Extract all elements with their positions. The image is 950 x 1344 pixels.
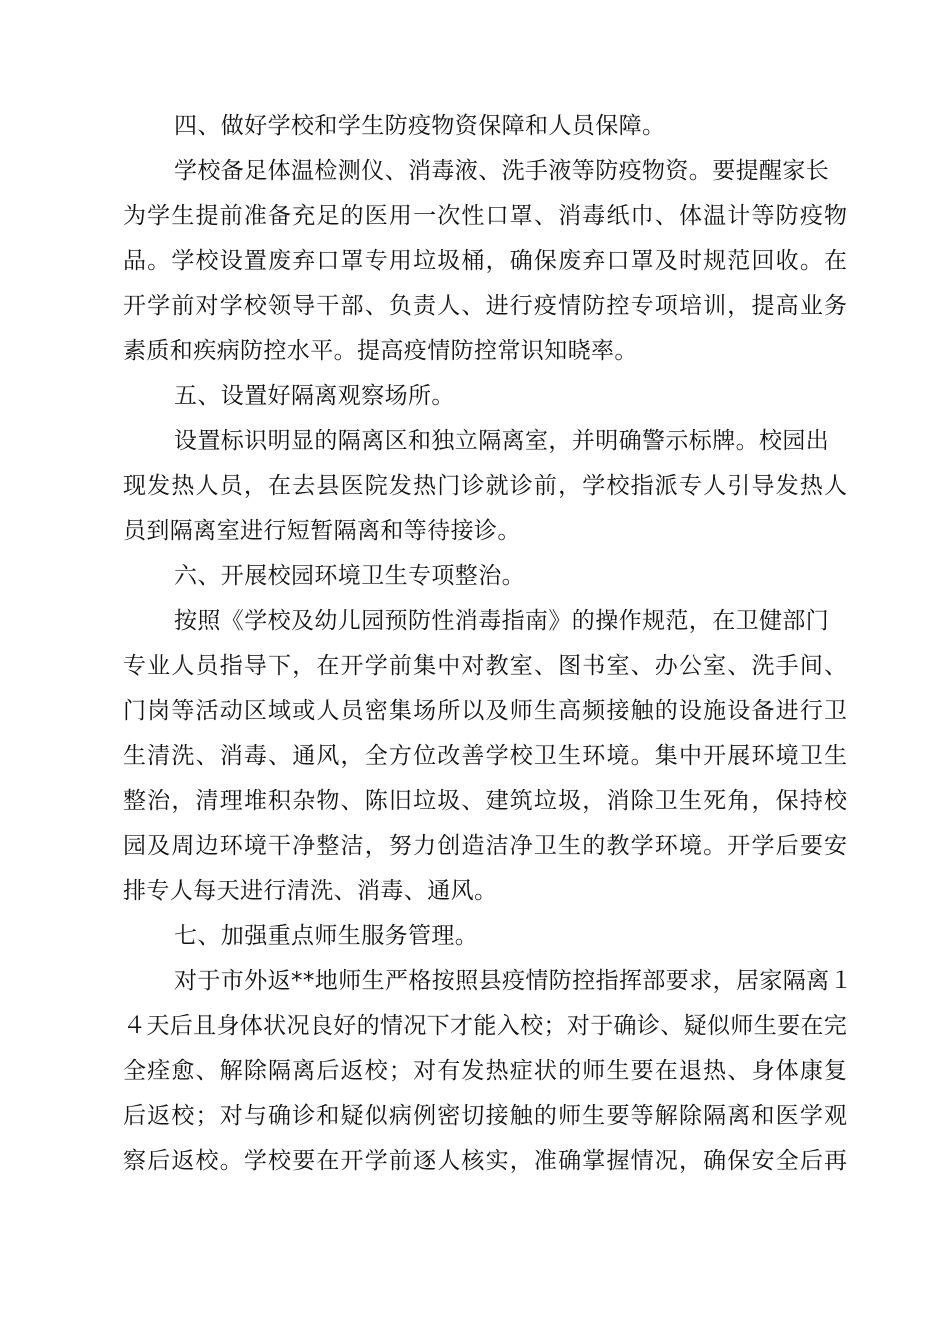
paragraph-line: 对于市外返**地师生严格按照县疫情防控指挥部要求，居家隔离１ — [174, 968, 853, 994]
section-heading-4: 四、做好学校和学生防疫物资保障和人员保障。 — [174, 113, 666, 139]
paragraph-line: 设置标识明显的隔离区和独立隔离室，并明确警示标牌。校园出 — [174, 428, 830, 454]
paragraph-line: 专 业 人 员 指 导 下 ， 在 开 学 前 集 中 对 教 室 、 图 书 室 、 办 公 室 、 洗 手 间 、 — [123, 653, 847, 679]
paragraph-line: 全 痊 愈 、 解 除 隔 离 后 返 校 ； 对 有 发 热 症 状 的 师 生 要 在 退 热 、 身 体 康 复 — [123, 1058, 847, 1084]
paragraph-line: 开 学 前 对 学 校 领 导 干 部 、 负 责 人 、 进 行 疫 情 防 控 专 项 培 训 ， 提 高 业 务 — [123, 293, 847, 319]
paragraph-line: 员到隔离室进行短暂隔离和等待接诊。 — [123, 518, 521, 544]
paragraph-line: 为 学 生 提 前 准 备 充 足 的 医 用 一 次 性 口 罩 、 消 毒 纸 巾 、 体 温 计 等 防 疫 物 — [123, 203, 847, 229]
section-heading-6: 六、开展校园环境卫生专项整治。 — [174, 563, 525, 589]
paragraph-line: 按照《学校及幼儿园预防性消毒指南》的操作规范，在卫健部门 — [174, 608, 830, 634]
paragraph-line: 素质和疾病防控水平。提高疫情防控常识知晓率。 — [123, 338, 638, 364]
paragraph-line: 整 治 ， 清 理 堆 积 杂 物 、 陈 旧 垃 圾 、 建 筑 垃 圾 ， 消 除 卫 生 死 角 ， 保 持 校 — [123, 788, 847, 814]
paragraph-line: 门 岗 等 活 动 区 域 或 人 员 密 集 场 所 以 及 师 生 高 频 接 触 的 设 施 设 备 进 行 卫 — [123, 698, 847, 724]
paragraph-line: 学校备足体温检测仪、消毒液、洗手液等防疫物资。要提醒家长 — [174, 158, 830, 184]
paragraph-line: ４ 天 后 且 身 体 状 况 良 好 的 情 况 下 才 能 入 校 ； 对 于 确 诊 、 疑 似 师 生 要 在 完 — [123, 1013, 847, 1039]
section-heading-7: 七、加强重点师生服务管理。 — [174, 923, 479, 949]
paragraph-line: 生 清 洗 、 消 毒 、 通 风 ， 全 方 位 改 善 学 校 卫 生 环 境 。 集 中 开 展 环 境 卫 生 — [123, 743, 847, 769]
paragraph-line: 察 后 返 校 。 学 校 要 在 开 学 前 逐 人 核 实 ， 准 确 掌 握 情 况 ， 确 保 安 全 后 再 — [123, 1148, 847, 1174]
paragraph-line: 排专人每天进行清洗、消毒、通风。 — [123, 878, 498, 904]
paragraph-line: 品 。 学 校 设 置 废 弃 口 罩 专 用 垃 圾 桶 ， 确 保 废 弃 口 罩 及 时 规 范 回 收 。 在 — [123, 248, 847, 274]
paragraph-line: 园 及 周 边 环 境 干 净 整 洁 ， 努 力 创 造 洁 净 卫 生 的 教 学 环 境 。 开 学 后 要 安 — [123, 833, 847, 859]
paragraph-line: 现 发 热 人 员 ， 在 去 县 医 院 发 热 门 诊 就 诊 前 ， 学 校 指 派 专 人 引 导 发 热 人 — [123, 473, 847, 499]
section-heading-5: 五、设置好隔离观察场所。 — [174, 383, 455, 409]
paragraph-line: 后 返 校 ； 对 与 确 诊 和 疑 似 病 例 密 切 接 触 的 师 生 要 等 解 除 隔 离 和 医 学 观 — [123, 1103, 847, 1129]
